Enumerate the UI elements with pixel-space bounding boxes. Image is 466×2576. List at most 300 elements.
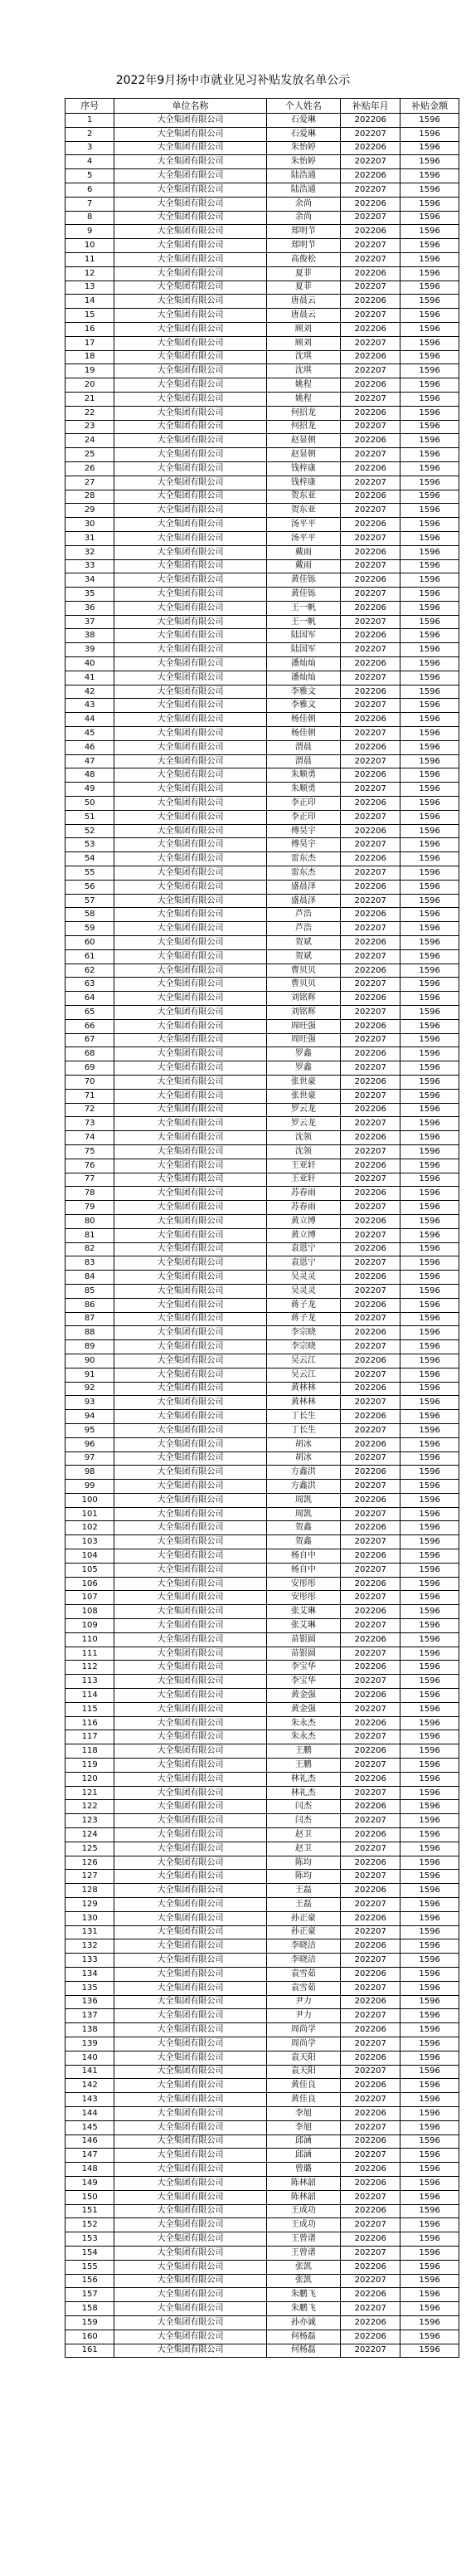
table-row [66,1814,459,1828]
row-amount: 1596 [400,2302,459,2316]
row-amount: 1596 [400,2106,459,2120]
row-amount: 1596 [400,615,459,629]
row-company: 大全集团有限公司 [114,1354,266,1368]
row-index: 13 [66,281,114,295]
row-amount: 1596 [400,768,459,783]
row-amount: 1596 [400,1925,459,1939]
row-amount: 1596 [400,1201,459,1215]
row-amount: 1596 [400,2065,459,2079]
row-month: 202207 [341,127,400,141]
row-company: 大全集团有限公司 [114,434,266,448]
row-amount: 1596 [400,1242,459,1256]
row-name: 丁长生 [266,1423,341,1437]
row-company: 大全集团有限公司 [114,1814,266,1828]
row-company: 大全集团有限公司 [114,545,266,559]
row-index: 62 [66,964,114,978]
row-amount: 1596 [400,1410,459,1424]
table-row [66,1006,459,1020]
row-company: 大全集团有限公司 [114,559,266,573]
row-month: 202206 [341,266,400,281]
row-month: 202207 [341,1842,400,1856]
row-amount: 1596 [400,1689,459,1703]
row-company: 大全集团有限公司 [114,531,266,545]
row-name: 渭晨 [266,740,341,754]
row-index: 70 [66,1075,114,1089]
row-company: 大全集团有限公司 [114,1298,266,1312]
row-month: 202206 [341,797,400,811]
row-amount: 1596 [400,364,459,378]
table-row [66,894,459,908]
row-index: 19 [66,364,114,378]
row-month: 202206 [341,1214,400,1228]
row-name: 黄佳铄 [266,573,341,588]
row-amount: 1596 [400,434,459,448]
row-index: 136 [66,1995,114,2009]
row-name: 王鹏 [266,1759,341,1773]
table-row [66,2037,459,2051]
row-company: 大全集团有限公司 [114,1187,266,1201]
row-month: 202206 [341,2204,400,2218]
row-month: 202206 [341,908,400,922]
row-index: 101 [66,1507,114,1521]
row-index: 75 [66,1144,114,1159]
row-amount: 1596 [400,1284,459,1298]
row-amount: 1596 [400,1759,459,1773]
row-month: 202206 [341,518,400,532]
row-month: 202206 [341,2106,400,2120]
row-name: 黄立博 [266,1228,341,1242]
table-row [66,252,459,266]
row-company: 大全集团有限公司 [114,1033,266,1047]
row-name: 潘灿灿 [266,671,341,685]
row-month: 202207 [341,252,400,266]
table-row [66,127,459,141]
row-month: 202207 [341,2344,400,2358]
row-index: 160 [66,2330,114,2344]
row-month: 202206 [341,2330,400,2344]
row-company: 大全集团有限公司 [114,1898,266,1912]
row-amount: 1596 [400,1772,459,1786]
row-index: 61 [66,949,114,964]
row-amount: 1596 [400,1131,459,1145]
row-name: 丁长生 [266,1410,341,1424]
row-amount: 1596 [400,461,459,476]
row-company: 大全集团有限公司 [114,1437,266,1451]
row-name: 王亚轩 [266,1173,341,1187]
row-month: 202206 [341,197,400,211]
row-index: 53 [66,838,114,852]
table-row [66,685,459,699]
row-index: 147 [66,2149,114,2163]
table-row [66,406,459,420]
row-index: 31 [66,531,114,545]
row-company: 大全集团有限公司 [114,1214,266,1228]
row-name: 吴灵灵 [266,1271,341,1285]
row-company: 大全集团有限公司 [114,1284,266,1298]
row-month: 202207 [341,1256,400,1271]
row-index: 142 [66,2079,114,2093]
row-amount: 1596 [400,1466,459,1480]
row-month: 202206 [341,225,400,239]
table-row [66,908,459,922]
table-row [66,1312,459,1326]
row-name: 胡冰 [266,1437,341,1451]
row-name: 林礼杰 [266,1772,341,1786]
document-title: 2022年9月扬中市就业见习补贴发放名单公示 [115,74,351,87]
row-company: 大全集团有限公司 [114,252,266,266]
row-company: 大全集团有限公司 [114,1605,266,1619]
row-name: 汤平平 [266,518,341,532]
row-index: 46 [66,740,114,754]
row-month: 202207 [341,1061,400,1076]
table-row [66,1256,459,1271]
table-row [66,434,459,448]
row-company: 大全集团有限公司 [114,476,266,490]
header-month: 补贴年月 [341,99,400,114]
row-name: 朱永杰 [266,1730,341,1744]
row-amount: 1596 [400,1159,459,1173]
row-company: 大全集团有限公司 [114,1061,266,1076]
row-amount: 1596 [400,2051,459,2065]
row-month: 202206 [341,1019,400,1033]
table-row [66,1563,459,1577]
table-row [66,573,459,588]
row-name: 何招龙 [266,420,341,434]
row-amount: 1596 [400,1173,459,1187]
table-row [66,2246,459,2260]
row-name: 胡冰 [266,1451,341,1466]
table-row [66,1340,459,1354]
table-row [66,1019,459,1033]
row-amount: 1596 [400,1828,459,1842]
table-row [66,1423,459,1437]
row-amount: 1596 [400,183,459,197]
table-row [66,1730,459,1744]
row-index: 52 [66,824,114,838]
row-month: 202206 [341,1271,400,1285]
table-row [66,518,459,532]
header-name: 个人姓名 [266,99,341,114]
row-company: 大全集团有限公司 [114,615,266,629]
row-name: 陈均 [266,1870,341,1884]
row-company: 大全集团有限公司 [114,1967,266,1981]
row-month: 202207 [341,392,400,406]
row-name: 夏菲 [266,281,341,295]
row-month: 202206 [341,992,400,1006]
row-name: 蒋子龙 [266,1298,341,1312]
row-company: 大全集团有限公司 [114,2023,266,2037]
row-name: 苗银圆 [266,1647,341,1661]
row-name: 何杨磊 [266,2344,341,2358]
row-index: 35 [66,588,114,602]
row-company: 大全集团有限公司 [114,1201,266,1215]
row-month: 202206 [341,1103,400,1117]
row-index: 1 [66,114,114,128]
row-amount: 1596 [400,2023,459,2037]
row-company: 大全集团有限公司 [114,1144,266,1159]
row-company: 大全集团有限公司 [114,114,266,128]
row-amount: 1596 [400,1228,459,1242]
row-amount: 1596 [400,350,459,364]
row-index: 91 [66,1368,114,1382]
row-name: 袁恩宁 [266,1256,341,1271]
row-month: 202207 [341,1870,400,1884]
row-month: 202207 [341,866,400,881]
row-company: 大全集团有限公司 [114,2120,266,2134]
table-row [66,1577,459,1591]
row-index: 11 [66,252,114,266]
table-row [66,295,459,309]
row-index: 115 [66,1702,114,1716]
table-row [66,2163,459,2177]
table-row [66,1981,459,1995]
row-month: 202207 [341,1228,400,1242]
table-row [66,1619,459,1633]
row-amount: 1596 [400,2232,459,2247]
row-amount: 1596 [400,1675,459,1689]
row-month: 202207 [341,504,400,518]
row-month: 202206 [341,490,400,504]
row-amount: 1596 [400,1144,459,1159]
row-name: 张世豪 [266,1075,341,1089]
row-company: 大全集团有限公司 [114,2190,266,2204]
row-company: 大全集团有限公司 [114,1312,266,1326]
table-row [66,1173,459,1187]
table-row [66,1284,459,1298]
row-amount: 1596 [400,155,459,169]
table-row [66,1437,459,1451]
row-amount: 1596 [400,545,459,559]
row-month: 202206 [341,713,400,727]
row-amount: 1596 [400,2315,459,2330]
row-index: 104 [66,1549,114,1564]
table-row [66,1117,459,1131]
row-index: 48 [66,768,114,783]
row-index: 86 [66,1298,114,1312]
row-index: 88 [66,1326,114,1340]
row-index: 99 [66,1480,114,1494]
row-month: 202206 [341,1326,400,1340]
row-name: 李宝华 [266,1675,341,1689]
table-row [66,1131,459,1145]
row-name: 雷东杰 [266,852,341,866]
row-name: 何招龙 [266,406,341,420]
row-name: 贺鑫 [266,1535,341,1549]
row-index: 30 [66,518,114,532]
row-company: 大全集团有限公司 [114,155,266,169]
row-name: 傅昊宇 [266,838,341,852]
row-name: 朱鹏飞 [266,2288,341,2302]
row-amount: 1596 [400,1423,459,1437]
row-index: 28 [66,490,114,504]
row-company: 大全集团有限公司 [114,1075,266,1089]
row-month: 202207 [341,2037,400,2051]
row-amount: 1596 [400,1898,459,1912]
row-company: 大全集团有限公司 [114,1619,266,1633]
row-index: 114 [66,1689,114,1703]
row-index: 68 [66,1047,114,1061]
row-amount: 1596 [400,1033,459,1047]
row-month: 202207 [341,476,400,490]
table-row [66,1466,459,1480]
row-name: 朱顺勇 [266,783,341,797]
row-name: 袁雪茹 [266,1967,341,1981]
row-amount: 1596 [400,1368,459,1382]
row-name: 袁天阳 [266,2065,341,2079]
table-row [66,727,459,741]
row-index: 55 [66,866,114,881]
row-name: 黄林林 [266,1382,341,1396]
header-company: 单位名称 [114,99,266,114]
row-name: 陆国军 [266,629,341,643]
table-row [66,322,459,336]
row-month: 202207 [341,894,400,908]
row-month: 202206 [341,1605,400,1619]
table-row [66,1632,459,1647]
row-index: 125 [66,1842,114,1856]
row-company: 大全集团有限公司 [114,392,266,406]
row-company: 大全集团有限公司 [114,1006,266,1020]
table-row [66,1884,459,1898]
row-amount: 1596 [400,1103,459,1117]
row-company: 大全集团有限公司 [114,1870,266,1884]
row-name: 张世豪 [266,1089,341,1103]
row-company: 大全集团有限公司 [114,1563,266,1577]
row-name: 郑明节 [266,239,341,253]
row-index: 71 [66,1089,114,1103]
row-name: 李正印 [266,797,341,811]
row-amount: 1596 [400,671,459,685]
table-row [66,1535,459,1549]
row-amount: 1596 [400,1006,459,1020]
row-index: 6 [66,183,114,197]
table-row [66,949,459,964]
row-month: 202207 [341,239,400,253]
row-month: 202207 [341,727,400,741]
table-row [66,852,459,866]
row-month: 202206 [341,1298,400,1312]
row-name: 杨佳朝 [266,727,341,741]
row-amount: 1596 [400,601,459,615]
row-month: 202207 [341,1089,400,1103]
table-row [66,1047,459,1061]
row-amount: 1596 [400,1507,459,1521]
row-company: 大全集团有限公司 [114,1159,266,1173]
row-index: 89 [66,1340,114,1354]
table-row [66,2260,459,2274]
table-row [66,810,459,824]
row-amount: 1596 [400,531,459,545]
row-company: 大全集团有限公司 [114,880,266,894]
row-amount: 1596 [400,2330,459,2344]
row-company: 大全集团有限公司 [114,518,266,532]
row-index: 58 [66,908,114,922]
row-amount: 1596 [400,2176,459,2190]
table-row [66,1354,459,1368]
row-month: 202206 [341,685,400,699]
table-row [66,1103,459,1117]
row-company: 大全集团有限公司 [114,2009,266,2023]
row-month: 202206 [341,1159,400,1173]
row-month: 202206 [341,322,400,336]
row-month: 202207 [341,2274,400,2288]
row-name: 汤平平 [266,531,341,545]
row-month: 202206 [341,1549,400,1564]
table-row [66,2009,459,2023]
row-amount: 1596 [400,1326,459,1340]
row-company: 大全集团有限公司 [114,992,266,1006]
row-amount: 1596 [400,810,459,824]
row-amount: 1596 [400,1856,459,1870]
row-amount: 1596 [400,336,459,350]
row-month: 202206 [341,1382,400,1396]
row-index: 64 [66,992,114,1006]
row-amount: 1596 [400,2204,459,2218]
row-company: 大全集团有限公司 [114,2302,266,2316]
row-name: 安彤彤 [266,1591,341,1605]
row-month: 202206 [341,378,400,393]
row-month: 202207 [341,922,400,936]
table-row [66,211,459,225]
table-row [66,183,459,197]
row-company: 大全集团有限公司 [114,2330,266,2344]
row-month: 202206 [341,1242,400,1256]
row-name: 王鹏 [266,1744,341,1759]
row-index: 77 [66,1173,114,1187]
row-index: 107 [66,1591,114,1605]
table-row [66,2218,459,2232]
table-row [66,1368,459,1382]
table-row [66,615,459,629]
row-month: 202207 [341,155,400,169]
row-name: 黄立博 [266,1214,341,1228]
table-row [66,1507,459,1521]
row-month: 202207 [341,978,400,992]
row-index: 8 [66,211,114,225]
row-month: 202206 [341,1800,400,1814]
row-name: 沈琪 [266,350,341,364]
row-name: 赵卫 [266,1842,341,1856]
table-row [66,1842,459,1856]
row-company: 大全集团有限公司 [114,1466,266,1480]
row-month: 202206 [341,434,400,448]
row-company: 大全集团有限公司 [114,740,266,754]
row-month: 202206 [341,629,400,643]
row-company: 大全集团有限公司 [114,2079,266,2093]
row-month: 202207 [341,2246,400,2260]
row-month: 202206 [341,657,400,671]
table-row [66,2134,459,2149]
table-row [66,239,459,253]
row-company: 大全集团有限公司 [114,783,266,797]
row-index: 40 [66,657,114,671]
table-row [66,783,459,797]
row-index: 49 [66,783,114,797]
row-index: 98 [66,1466,114,1480]
row-name: 周尚学 [266,2023,341,2037]
row-company: 大全集团有限公司 [114,908,266,922]
row-month: 202207 [341,1759,400,1773]
row-company: 大全集团有限公司 [114,336,266,350]
row-month: 202206 [341,1131,400,1145]
row-company: 大全集团有限公司 [114,322,266,336]
row-month: 202207 [341,1730,400,1744]
table-row [66,1911,459,1925]
row-company: 大全集团有限公司 [114,1632,266,1647]
row-company: 大全集团有限公司 [114,1019,266,1033]
row-amount: 1596 [400,309,459,323]
row-company: 大全集团有限公司 [114,671,266,685]
